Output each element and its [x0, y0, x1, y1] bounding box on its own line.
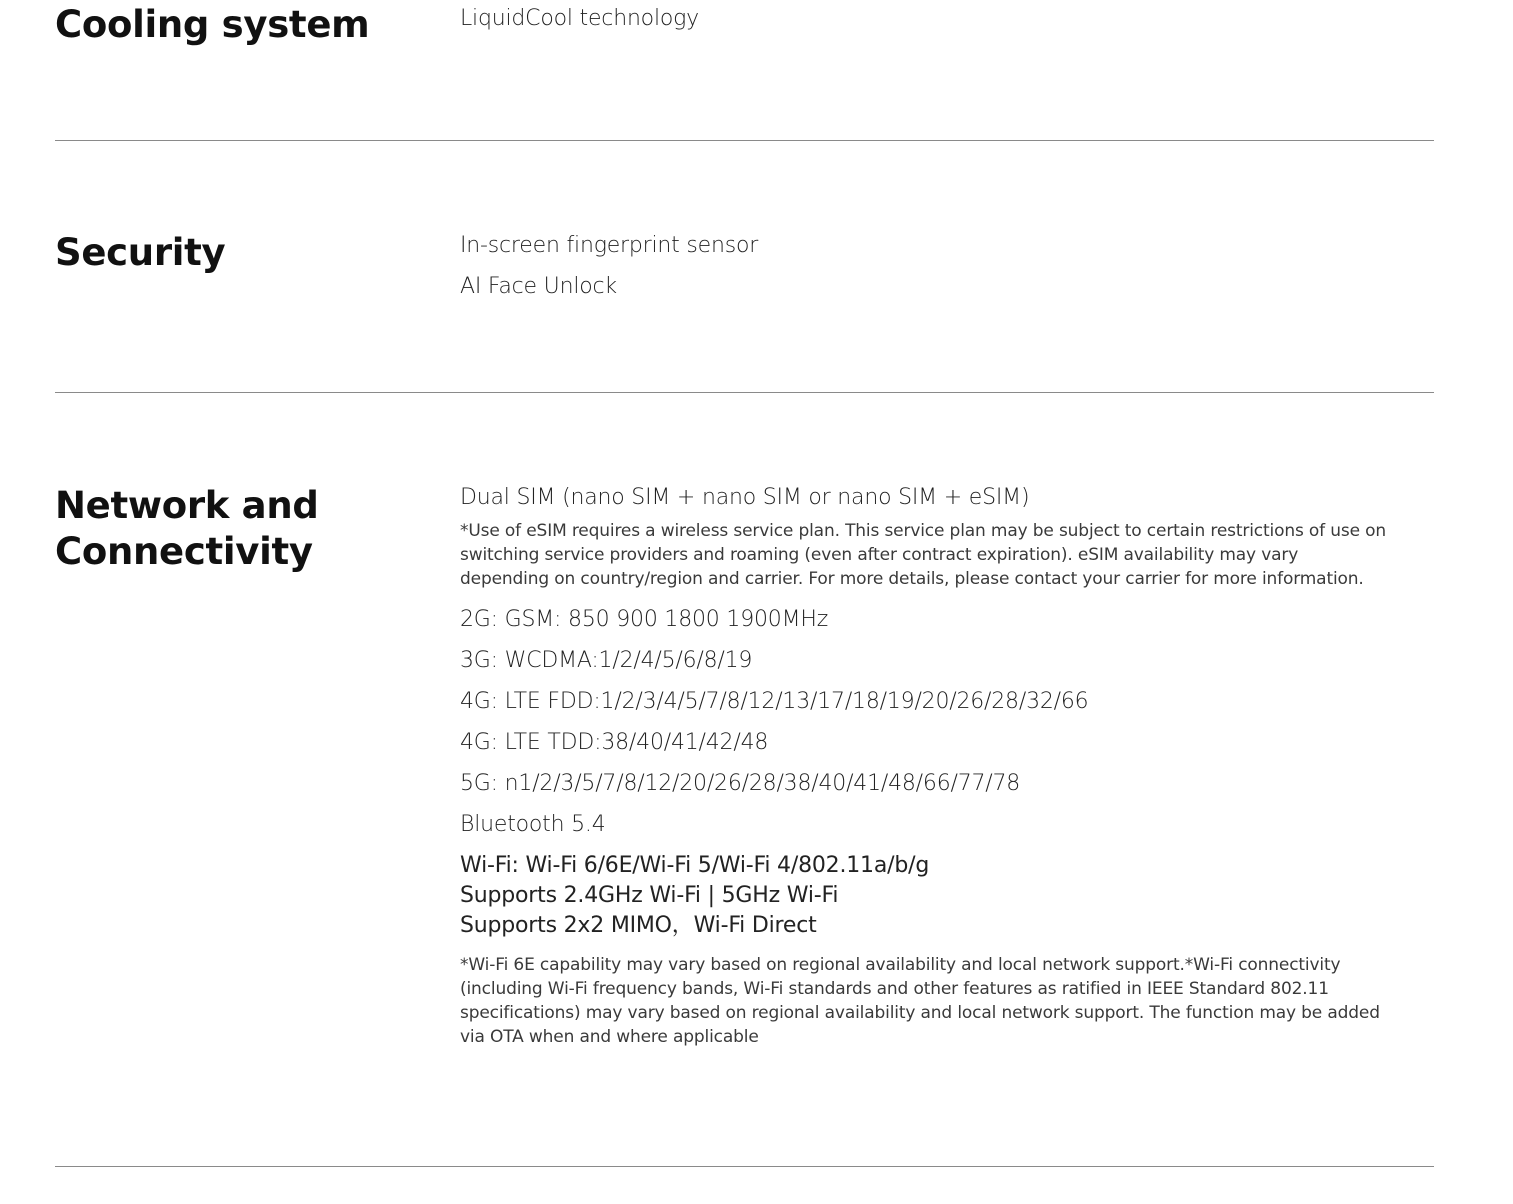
section-divider: [55, 1166, 1434, 1167]
spec-value-bluetooth: Bluetooth 5.4: [460, 812, 606, 837]
spec-value-wifi-standards: Wi-Fi: Wi-Fi 6/6E/Wi-Fi 5/Wi-Fi 4/802.11a/b/g: [460, 853, 930, 878]
spec-value-wifi-bands: Supports 2.4GHz Wi-Fi | 5GHz Wi-Fi: [460, 883, 839, 908]
spec-content-network: [460, 483, 1390, 1061]
spec-footnote-wifi: *Wi-Fi 6E capability may vary based on regional availability and local network support.*Wi-Fi connectivity (including Wi-Fi frequency bands, Wi-Fi standards and other features as ratified in IEEE Standard 802.11 specifications) may vary based on regional availability and local network support. The function may be added via OTA when and where applicable: [460, 955, 1380, 1047]
spec-value-cooling-technology: LiquidCool technology: [460, 6, 699, 31]
section-title-security: Security: [55, 231, 226, 274]
spec-value-wifi: [460, 851, 1390, 941]
section-divider: [55, 392, 1434, 393]
spec-value-sim: Dual SIM (nano SIM + nano SIM or nano SIM + eSIM): [460, 485, 1030, 510]
spec-value-band-2g: 2G: GSM: 850 900 1800 1900MHz: [460, 607, 829, 632]
spec-value-band-3g: 3G: WCDMA:1/2/4/5/6/8/19: [460, 648, 753, 673]
section-title-line: Network and: [55, 484, 319, 527]
spec-value-wifi-mimo: Supports 2x2 MIMO，Wi-Fi Direct: [460, 913, 817, 938]
spec-value-band-5g: 5G: n1/2/3/5/7/8/12/20/26/28/38/40/41/48/66/77/78: [460, 771, 1021, 796]
section-divider: [55, 140, 1434, 141]
spec-footnote-esim: *Use of eSIM requires a wireless service plan. This service plan may be subject to certain restrictions of use on switching service providers and roaming (even after contract expiration). eSIM availability may vary depending on country/region and carrier. For more details, please contact your carrier for more information.: [460, 521, 1387, 589]
spec-value-band-4g-fdd: 4G: LTE FDD:1/2/3/4/5/7/8/12/13/17/18/19/20/26/28/32/66: [460, 689, 1089, 714]
spec-value-face-unlock: AI Face Unlock: [460, 274, 617, 299]
spec-value-fingerprint: In-screen fingerprint sensor: [460, 233, 759, 258]
spec-content-cooling: [460, 4, 1390, 45]
section-title-cooling: Cooling system: [55, 3, 370, 46]
spec-content-security: [460, 231, 1390, 313]
section-title-network: [55, 483, 415, 575]
spec-value-band-4g-tdd: 4G: LTE TDD:38/40/41/42/48: [460, 730, 769, 755]
section-title-line: Connectivity: [55, 530, 313, 573]
